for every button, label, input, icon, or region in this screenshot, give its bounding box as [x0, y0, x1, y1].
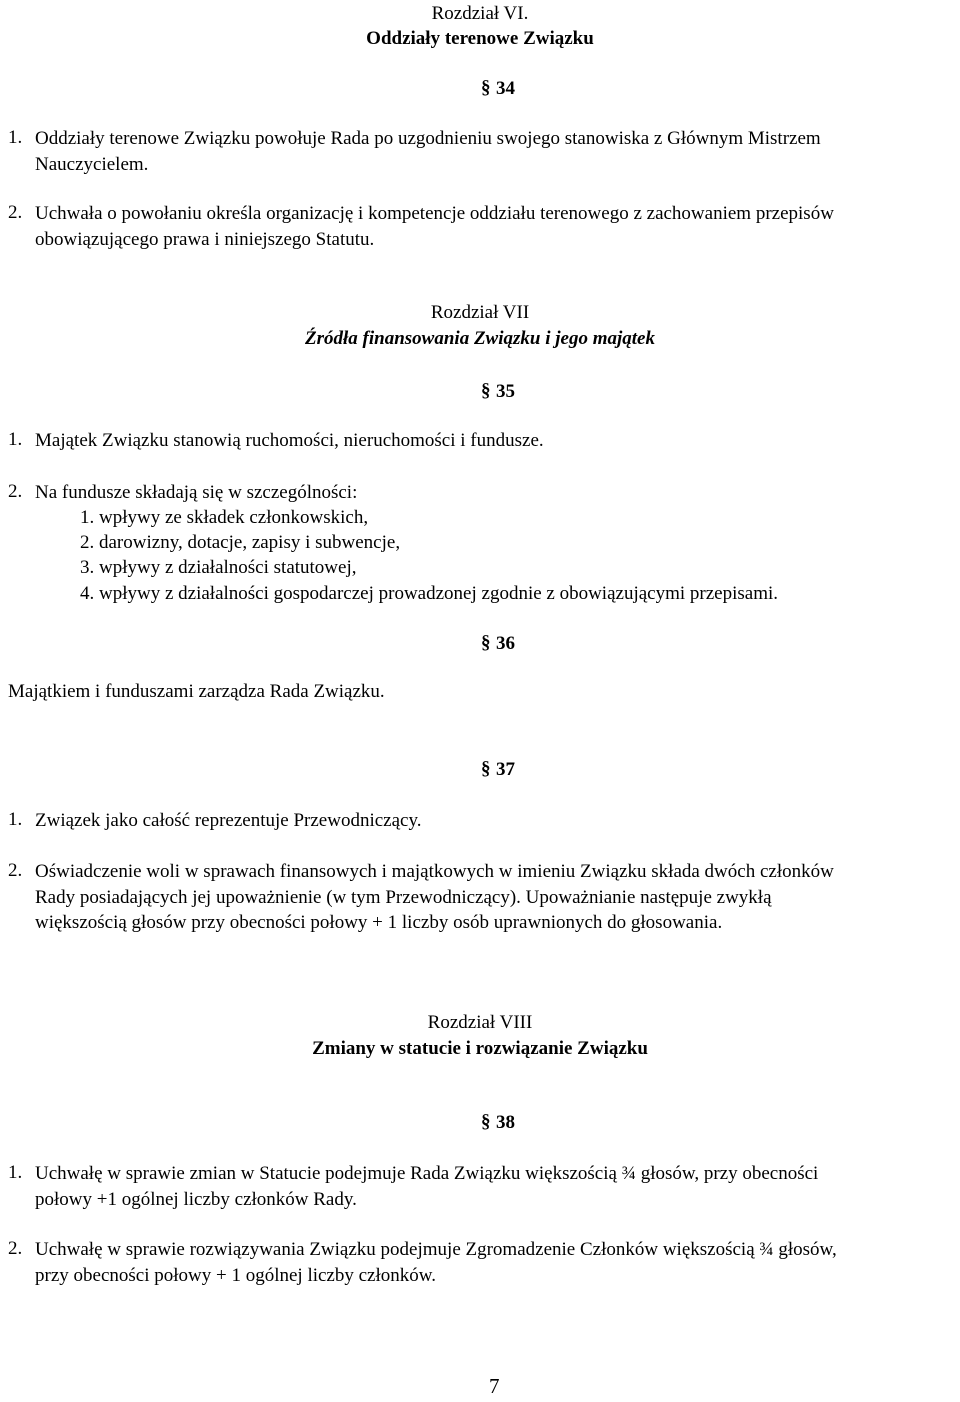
s34-item-2-line-2: obowiązującego prawa i niniejszego Statutu. [35, 228, 375, 250]
section-34-number: 34 [496, 78, 515, 99]
chapter-7-label: Rozdział VII [430, 302, 530, 323]
s34-item-1-line-1: Oddziały terenowe Związku powołuje Rada po uzgodnieniu swojego stanowiska z Głównym Mistrzem [35, 128, 821, 149]
s34-item-2-line-1: Uchwała o powołaniu określa organizację i kompetencje oddziału terenowego z zachowaniem przepisów [35, 203, 834, 224]
s35-item-1-num: 1. [8, 429, 23, 450]
s35-item-1-text: Majątek Związku stanowią ruchomości, nieruchomości i fundusze. [35, 430, 544, 451]
chapter-7-title: Źródła finansowania Związku i jego majątek [305, 328, 655, 349]
chapter-6-title: Oddziały terenowe Związku [366, 28, 594, 49]
s38-item-2-text [35, 1237, 837, 1288]
s34-item-1-line-2: Nauczycielem. [35, 153, 149, 175]
s36-text: Majątkiem i funduszami zarządza Rada Związku. [8, 681, 385, 702]
s35-subitem-3: 3. wpływy z działalności statutowej, [80, 557, 357, 578]
s34-item-1-text [35, 126, 821, 177]
s37-item-2-num: 2. [8, 860, 23, 881]
s38-item-1-line-2: połowy +1 ogólnej liczby członków Rady. [35, 1188, 357, 1210]
s38-item-2-line-1: Uchwałę w sprawie rozwiązywania Związku podejmuje Zgromadzenie Członków większością ¾ głosów, [35, 1239, 837, 1260]
s37-item-2-line-1: Oświadczenie woli w sprawach finansowych i majątkowych w imieniu Związku składa dwóch członków [35, 861, 834, 882]
section-sign-icon [481, 1111, 492, 1131]
s34-item-2-text [35, 201, 834, 252]
s38-item-1-num: 1. [8, 1162, 23, 1183]
section-37-number: 37 [496, 759, 515, 780]
s38-item-2-line-2: przy obecności połowy + 1 ogólnej liczby członków. [35, 1264, 436, 1286]
chapter-8-label: Rozdział VIII [427, 1012, 533, 1033]
s38-item-1-line-1: Uchwałę w sprawie zmian w Statucie podejmuje Rada Związku większością ¾ głosów, przy obecności [35, 1163, 819, 1184]
section-35-number: 35 [496, 381, 515, 402]
s34-item-1-num: 1. [8, 127, 23, 148]
section-38-number: 38 [496, 1112, 515, 1133]
section-sign-icon [481, 632, 492, 652]
page-number: 7 [489, 1374, 500, 1398]
section-36-number: 36 [496, 633, 515, 654]
s37-item-2-line-2: Rady posiadających jej upoważnienie (w tym Przewodniczący). Upoważnianie następuje zwykłą [35, 886, 772, 908]
s35-subitem-1: 1. wpływy ze składek członkowskich, [80, 507, 369, 528]
s38-item-1-text [35, 1161, 818, 1212]
chapter-8-title: Zmiany w statucie i rozwiązanie Związku [312, 1038, 648, 1059]
s35-item-2-text: Na fundusze składają się w szczególności: [35, 482, 358, 503]
section-36-heading [481, 632, 515, 656]
section-sign-icon [481, 758, 492, 778]
s38-item-2-num: 2. [8, 1238, 23, 1259]
s37-item-1-num: 1. [8, 809, 23, 830]
svg-text:§: § [481, 1111, 491, 1131]
chapter-6-label: Rozdział VI. [431, 3, 529, 24]
section-sign-icon [481, 77, 492, 97]
section-37-heading [481, 758, 515, 782]
s35-item-2-num: 2. [8, 481, 23, 502]
s37-item-2-text [35, 859, 834, 936]
s37-item-1-text [35, 808, 421, 834]
s37-item-1-line-1: Związek jako całość reprezentuje Przewodniczący. [35, 810, 422, 831]
section-38-heading [481, 1111, 515, 1135]
section-34-heading [481, 77, 515, 101]
s37-item-2-line-3: większością głosów przy obecności połowy + 1 liczby osób uprawnionych do głosowania. [35, 912, 723, 933]
section-35-heading [481, 380, 515, 404]
svg-text:§: § [481, 77, 491, 97]
s35-subitem-2: 2. darowizny, dotacje, zapisy i subwencje, [80, 532, 401, 553]
svg-text:§: § [481, 758, 491, 778]
svg-text:§: § [481, 380, 491, 400]
s34-item-2-num: 2. [8, 202, 23, 223]
section-sign-icon [481, 380, 492, 400]
s35-subitem-4: 4. wpływy z działalności gospodarczej prowadzonej zgodnie z obowiązującymi przepisami. [80, 583, 779, 604]
svg-text:§: § [481, 632, 491, 652]
